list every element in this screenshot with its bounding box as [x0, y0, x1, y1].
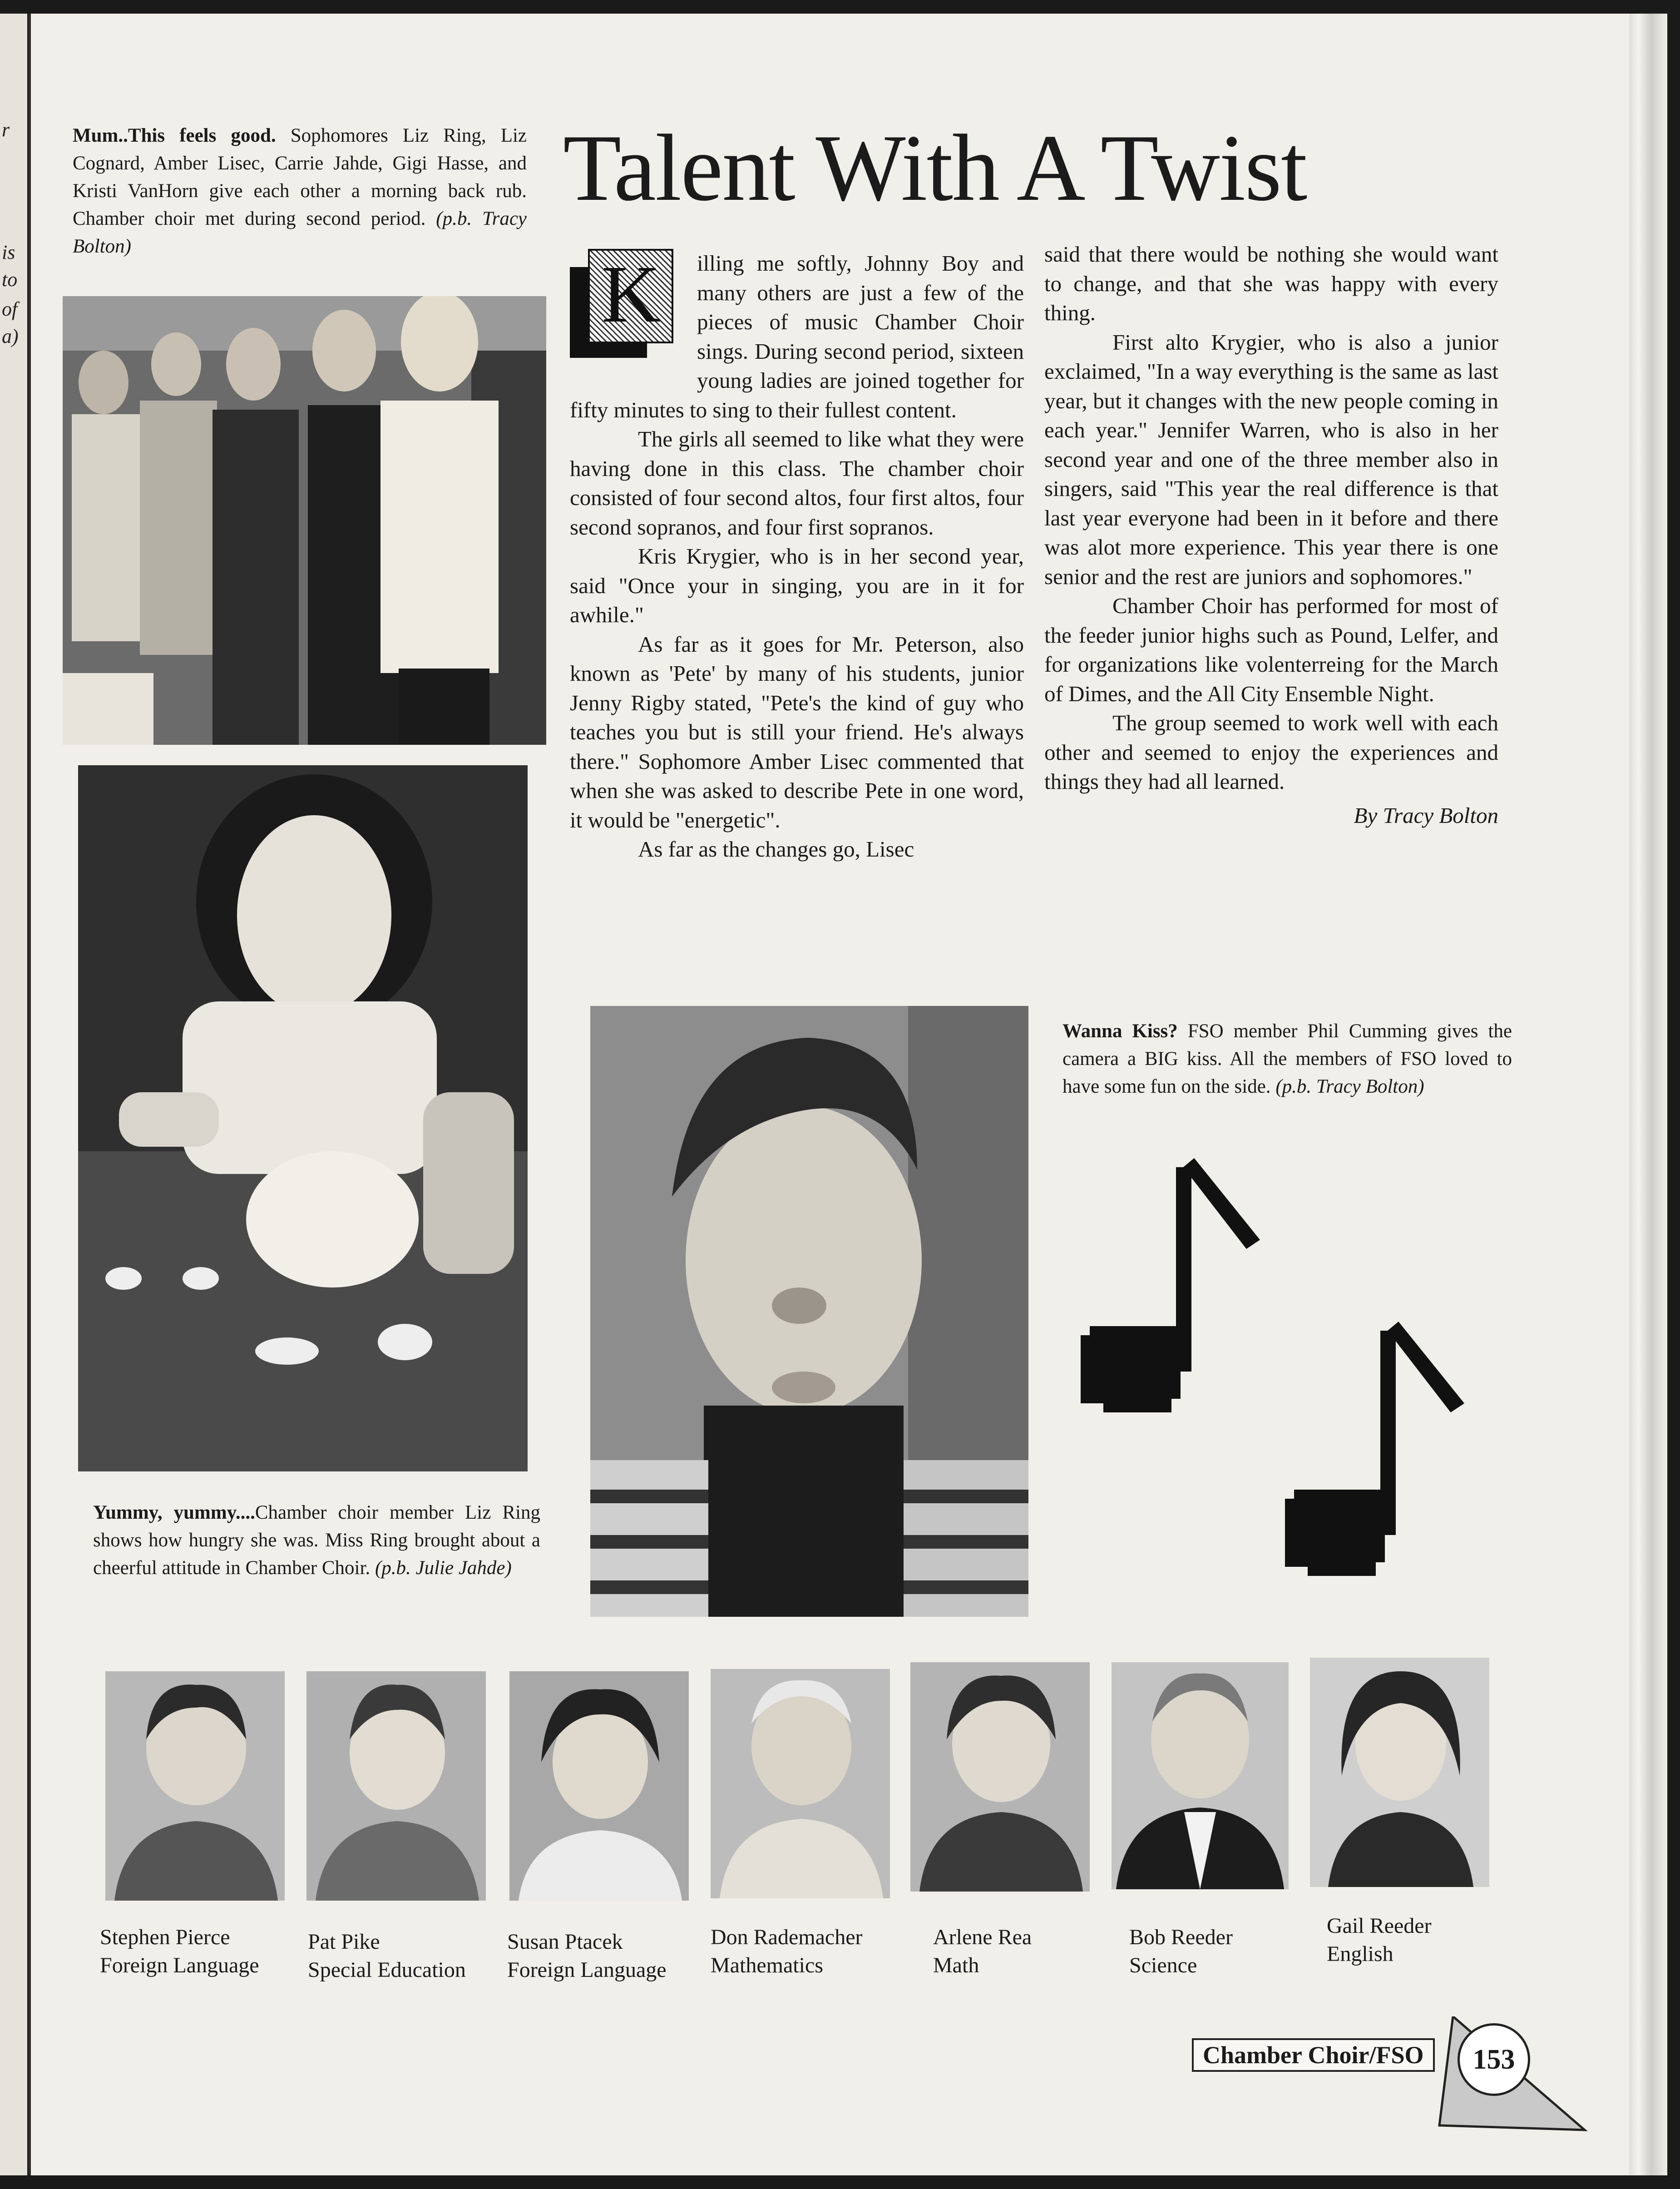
- staff-label: [1327, 1912, 1432, 1968]
- article-paragraph: First alto Krygier, who is also a junior exclaimed, "In a way everything is the same as last year, but it changes with the new people coming in each year." Jennifer Warren, who is also in her second year and one of the three member also in singers, said "This year the real difference is that last year everyone had been in it before and there was alot more experience. This year there is one senior and the rest are juniors and sophomores.": [1044, 329, 1498, 589]
- caption-credit: (p.b. Tracy Bolton): [1275, 1076, 1424, 1097]
- staff-label: [711, 1923, 863, 1980]
- staff-portrait: [910, 1662, 1090, 1892]
- caption-cake: [93, 1499, 540, 1582]
- staff-label: [308, 1928, 466, 1984]
- staff-portrait: [509, 1671, 689, 1901]
- page-number: 153: [1458, 2023, 1530, 2096]
- caption-kiss: [1062, 1017, 1512, 1100]
- page-gutter-shadow: [1626, 14, 1667, 2175]
- staff-label: [100, 1923, 259, 1980]
- article-paragraph: The group seemed to work well with each other and seemed to enjoy the experiences and things they had all learned.: [1044, 710, 1498, 794]
- prev-fragment: r: [2, 119, 10, 141]
- caption-text: Chamber choir member Liz Ring shows how hungry she was. Miss Ring brought about a cheerful attitude in Chamber Choir.: [93, 1502, 541, 1579]
- staff-name: Stephen Pierce: [100, 1925, 230, 1949]
- staff-subject: Foreign Language: [507, 1958, 667, 1982]
- staff-name: Susan Ptacek: [507, 1930, 623, 1954]
- caption-text: Sophomores Liz Ring, Liz Cognard, Amber Lisec, Carrie Jahde, Gigi Hasse, and Kristi VanHorn give each other a morning back rub. Chamber choir met during second period.: [73, 125, 527, 229]
- staff-portrait-image: [1112, 1662, 1289, 1889]
- photo-back-rub-image: [63, 296, 546, 745]
- staff-portrait-image: [509, 1671, 689, 1901]
- section-label: Chamber Choir/FSO: [1192, 2038, 1435, 2072]
- drop-cap-letter: K: [602, 249, 661, 339]
- article-paragraph: said that there would be nothing she would want to change, and that she was happy with every thing.: [1044, 242, 1498, 325]
- article-paragraph: illing me softly, Johnny Boy and many others are just a few of the pieces of music Chamber Choir sings. During second period, sixteen young ladies are joined together for fifty minutes to sing to their fullest content.: [570, 251, 1024, 422]
- photo-cake-face: [78, 765, 528, 1471]
- caption-credit: (p.b. Tracy Bolton): [73, 208, 527, 257]
- caption-headline: Mum..This feels good.: [73, 125, 276, 146]
- staff-name: Bob Reeder: [1129, 1925, 1233, 1949]
- staff-portrait: [105, 1671, 285, 1901]
- photo-back-rub: [63, 296, 546, 745]
- caption-back-rub: [73, 122, 527, 260]
- photo-kiss-image: [590, 1006, 1028, 1617]
- staff-label: [507, 1928, 667, 1984]
- staff-subject: Math: [933, 1953, 979, 1977]
- staff-name: Arlene Rea: [933, 1925, 1032, 1949]
- article-paragraph: Kris Krygier, who is in her second year, said "Once your in singing, you are in it for awhile.": [570, 544, 1024, 627]
- staff-portrait-image: [306, 1671, 486, 1901]
- staff-name: Don Rademacher: [711, 1925, 863, 1949]
- staff-subject: Science: [1129, 1953, 1197, 1977]
- staff-portrait-image: [1310, 1658, 1489, 1887]
- staff-label: [1129, 1923, 1233, 1980]
- staff-portrait: [306, 1671, 486, 1901]
- caption-headline: Yummy, yummy....: [93, 1502, 255, 1523]
- music-note-icon: [1081, 1158, 1271, 1412]
- staff-portrait-image: [105, 1671, 285, 1901]
- staff-portrait-image: [910, 1662, 1090, 1892]
- page-title: Talent With A Twist: [563, 115, 1307, 221]
- staff-subject: English: [1327, 1942, 1393, 1966]
- music-note-icon: [1285, 1322, 1476, 1576]
- article-paragraph: As far as it goes for Mr. Peterson, also known as 'Pete' by many of his students, junior Jenny Rigby stated, "Pete's the kind of guy who teaches you but is still your friend. He's always there." Sophomore Amber Lisec commented that when she was asked to describe Pete in one word, it would be "energetic".: [570, 631, 1024, 832]
- staff-subject: Mathematics: [711, 1953, 823, 1977]
- article-byline: By Tracy Bolton: [1354, 802, 1498, 828]
- drop-cap: [570, 249, 679, 362]
- staff-portrait: [1112, 1662, 1289, 1889]
- staff-label: [933, 1923, 1032, 1980]
- article-column-1: [570, 249, 1024, 864]
- article-paragraph: As far as the changes go, Lisec: [638, 837, 914, 862]
- staff-name: Pat Pike: [308, 1930, 380, 1954]
- photo-cake-face-image: [78, 765, 528, 1471]
- staff-name: Gail Reeder: [1327, 1914, 1432, 1938]
- article-column-2: [1044, 240, 1498, 830]
- photo-kiss: [590, 1006, 1028, 1617]
- article-paragraph: The girls all seemed to like what they were having done in this class. The chamber choir consisted of four second altos, four first altos, four second sopranos, and four first sopranos.: [570, 426, 1024, 540]
- prev-fragment: to: [2, 268, 18, 291]
- caption-credit: (p.b. Julie Jahde): [375, 1557, 512, 1579]
- prev-fragment: is: [2, 241, 15, 263]
- article-paragraph: Chamber Choir has performed for most of the feeder junior highs such as Pound, Lelfer, and for organizations like volenterreing for the March of Dimes, and the All City Ensemble Night.: [1044, 593, 1498, 706]
- staff-portrait-image: [711, 1669, 890, 1898]
- staff-subject: Foreign Language: [100, 1953, 259, 1977]
- previous-page-edge: [0, 14, 27, 2175]
- staff-subject: Special Education: [308, 1958, 466, 1982]
- staff-portrait: [1310, 1658, 1489, 1887]
- prev-fragment: a): [2, 325, 19, 347]
- prev-fragment: of: [2, 298, 18, 320]
- caption-headline: Wanna Kiss?: [1062, 1020, 1178, 1042]
- staff-portrait: [711, 1669, 890, 1898]
- caption-text: FSO member Phil Cumming gives the camera a BIG kiss. All the members of FSO loved to have some fun on the side.: [1062, 1020, 1512, 1097]
